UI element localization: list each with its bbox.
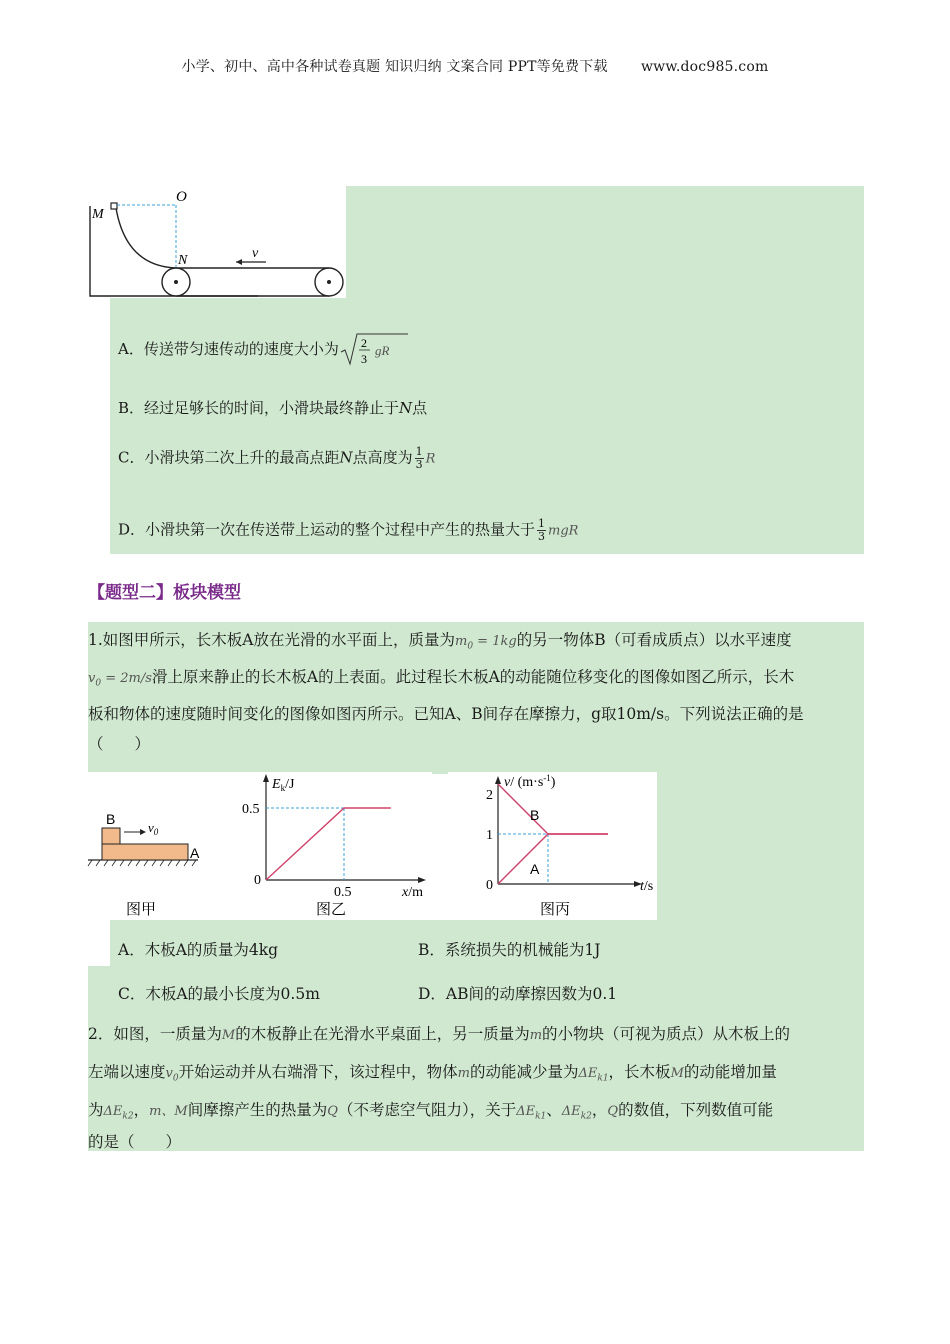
bing-label-A: A [530, 861, 540, 877]
highlight-block-4 [657, 772, 864, 920]
figure-bing [448, 772, 657, 920]
option-1B: B．经过足够长的时间，小滑块最终静止于N点 [118, 399, 428, 417]
bing-origin: 0 [486, 878, 493, 893]
svg-text:v0: $v_0$ [148, 820, 159, 837]
header-url[interactable]: www.doc985.com [640, 59, 769, 75]
q1-line1: 1.如图甲所示，长木板A放在光滑的水平面上，质量为$m_0 = 1kg$的另一物体B（可看成质点）以水平速度 [88, 631, 792, 652]
fraction-1-3-d: $\frac{1}{3}$ [538, 517, 546, 543]
svg-text:v/ (m·s-1): v/ $(m\cdot s^{-1})$ [504, 773, 556, 790]
caption-yi: 图乙 [316, 900, 347, 918]
bing-label-B: B [530, 807, 540, 823]
label-v: v [252, 246, 259, 261]
q1-option-D: D．AB间的动摩擦因数为0.1 [418, 985, 618, 1003]
figure-jia [86, 772, 232, 920]
yi-xtick: 0.5 [334, 885, 352, 900]
header-text: 小学、初中、高中各种试卷真题 知识归纳 文案合同 PPT等免费下载 [181, 59, 608, 75]
q2-line1: 2．如图，一质量为M的木板静止在光滑水平桌面上，另一质量为m的小物块（可视为质点）从木板上的 [88, 1025, 791, 1043]
page-header [0, 56, 950, 76]
svg-text:Ek/J: $E_k/J$ [272, 777, 295, 793]
label-N: N [178, 253, 188, 268]
section-title: 【题型二】板块模型 [88, 583, 241, 603]
svg-text:t/s: t/s [640, 879, 654, 894]
svg-text:B: B [106, 811, 116, 827]
fraction-1-3: $\frac{1}{3}$ [415, 445, 423, 471]
svg-text:A: A [190, 845, 200, 861]
option-1D: D．小滑块第一次在传送带上运动的整个过程中产生的热量大于 $\frac{1}{3}$ mgR [118, 517, 579, 543]
yi-origin: 0 [254, 873, 261, 888]
bing-ytick2: 2 [486, 788, 493, 803]
q1-line2: $v_0 = 2m/s$滑上原来静止的长木板A的上表面。此过程长木板A的动能随位移变化的图像如图乙所示，长木 [88, 668, 795, 689]
q2-line3: 为$\Delta E_{k2}$，m、M间摩擦产生的热量为Q（不考虑空气阻力），关于$\Delta E_{k1}$、$\Delta E_{k2}$，Q的数值，下列数值可能 [88, 1101, 774, 1122]
bing-ytick1: 1 [486, 828, 493, 843]
q1-line4: （ ） [88, 735, 151, 753]
figure-curve-conveyor [86, 186, 346, 298]
q2-line4: 的是（ ） [88, 1133, 182, 1151]
option-1C: C．小滑块第二次上升的最高点距N点高度为 $\frac{1}{3}$ R [118, 445, 436, 471]
option-1A: A．传送带匀速传动的速度大小为 2 3 gR [118, 332, 409, 368]
figure-yi [232, 772, 432, 920]
q1-line3: 板和物体的速度随时间变化的图像如图丙所示。已知A、B间存在摩擦力，g取10m/s。下列说法正确的是 [88, 705, 804, 723]
block-B [102, 828, 120, 844]
q1-option-C: C．木板A的最小长度为0.5m [118, 985, 320, 1003]
caption-jia: 图甲 [126, 900, 157, 918]
label-O: O [176, 189, 187, 205]
yi-ytick: 0.5 [242, 802, 260, 817]
q1-option-A: A．木板A的质量为4kg [118, 941, 279, 959]
label-M: M [92, 207, 104, 222]
board-A [102, 844, 188, 860]
sqrt-num: 2 [360, 336, 367, 350]
q1-option-B: B．系统损失的机械能为1J [418, 941, 601, 959]
caption-bing: 图丙 [540, 900, 571, 918]
svg-text:x/m: x/m [402, 885, 423, 900]
sqrt-tail: gR [374, 343, 390, 358]
highlight-block-1 [345, 186, 864, 298]
sqrt-den: 3 [360, 352, 367, 366]
q2-line2: 左端以速度$v_0$开始运动并从右端滑下，该过程中，物体m的动能减少量为$\Delta E_{k1}$，长木板M的动能增加量 [88, 1063, 777, 1084]
